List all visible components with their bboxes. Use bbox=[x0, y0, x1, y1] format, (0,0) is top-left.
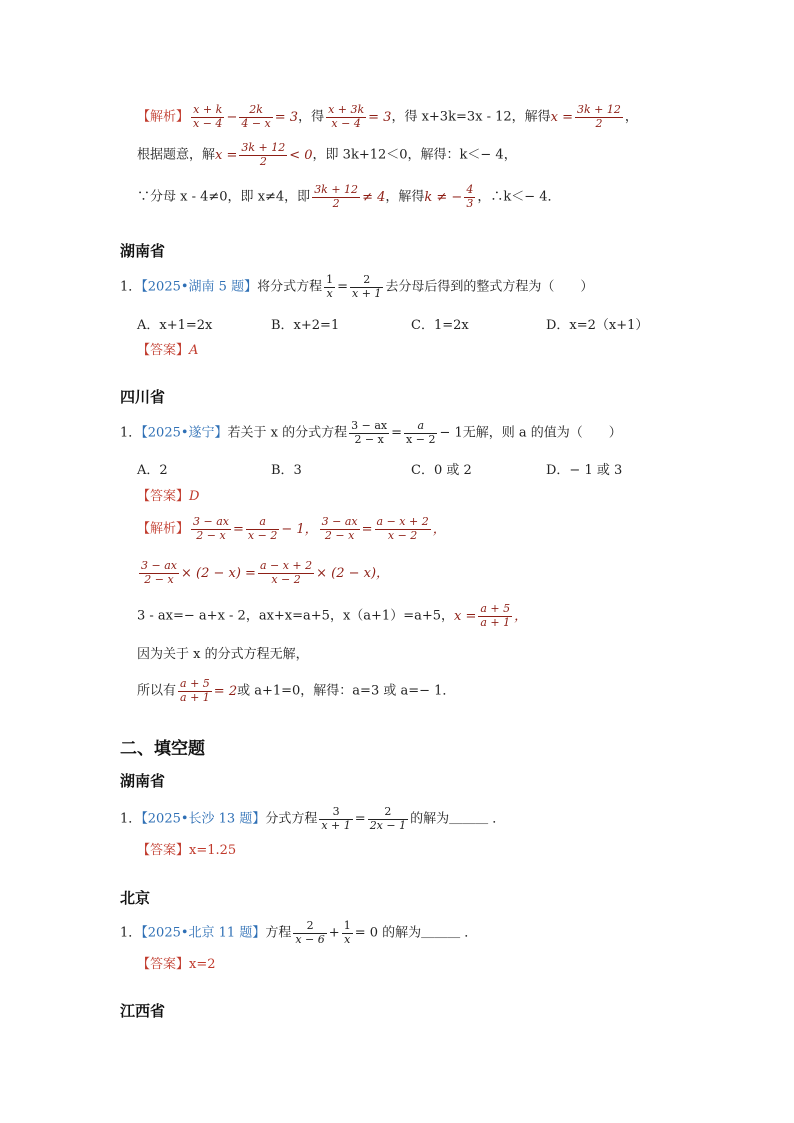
analysis-line-3: ∵分母 x - 4≠0，即 x≠4，即 $\frac{3k + 12}{2}$ ≠ 4，解得k ≠ − $\frac{4}{3}$ ，∴k＜− 4． bbox=[137, 183, 561, 210]
answer-suining: 【答案】D bbox=[137, 489, 200, 504]
question-source-tag: 【2025•长沙 13 题】 bbox=[141, 811, 266, 827]
option-b: B．x+2=1 bbox=[271, 318, 340, 333]
question-suining: 1．【2025•遂宁】若关于 x 的分式方程 $\frac{3 - ax}{2 - x}$ = $\frac{a}{x - 2}$ − 1无解，则 a 的值为（ ） bbox=[120, 419, 622, 446]
question-hunan-5: 1．【2025•湖南 5 题】将分式方程 $\frac{1}{x}$ = $\frac{2}{x + 1}$ 去分母后得到的整式方程为（ ） bbox=[120, 273, 594, 300]
analysis-suining-line-1: 【解析】 $\frac{3 - ax}{2 - x}$ = $\frac{a}{x - 2}$ − 1， $\frac{3 - ax}{2 - x}$ = $\frac{a - x + 2}{x - 2}$ ， bbox=[137, 515, 446, 542]
heading-hunan: 湖南省 bbox=[120, 242, 166, 260]
section-title-fill-blank: 二、填空题 bbox=[120, 739, 205, 759]
answer-beijing-11: 【答案】x=2 bbox=[137, 957, 216, 972]
analysis-suining-line-3: 3 - ax=− a+x - 2，ax+x=a+5，x（a+1）=a+5，x = $\frac{a + 5}{a + 1}$ ， bbox=[137, 602, 528, 629]
option-c: C．1=2x bbox=[411, 318, 469, 333]
heading-sichuan: 四川省 bbox=[120, 388, 166, 406]
analysis-line-2: 根据题意，解x = $\frac{3k + 12}{2}$ < 0，即 3k+12＜0，解得：k＜− 4， bbox=[137, 141, 517, 168]
analysis-label: 【解析】 bbox=[137, 109, 190, 125]
heading-beijing: 北京 bbox=[120, 889, 151, 907]
analysis-suining-line-5: 所以有 $\frac{a + 5}{a + 1}$ = 2或 a+1=0，解得：a=3 或 a=− 1． bbox=[137, 677, 456, 704]
answer-hunan-5: 【答案】A bbox=[137, 343, 199, 358]
analysis-line-1: 【解析】 $\frac{x + k}{x - 4}$ − $\frac{2k}{4 - x}$ = 3，得 $\frac{x + 3k}{x - 4}$ = 3，得 x+3k=3x - 12，解得x = $\frac{3k + 12}{2}$ ， bbox=[137, 103, 638, 130]
analysis-suining-line-2: $\frac{3 - ax}{2 - x}$ × (2 − x) = $\frac{a - x + 2}{x - 2}$ × (2 − x)， bbox=[141, 559, 390, 586]
option-a: A．2 bbox=[137, 463, 168, 478]
option-c: C．0 或 2 bbox=[411, 463, 472, 478]
question-source-tag: 【2025•北京 11 题】 bbox=[141, 925, 266, 941]
analysis-suining-line-4: 因为关于 x 的分式方程无解， bbox=[137, 647, 309, 662]
question-beijing-11: 1．【2025•北京 11 题】方程 $\frac{2}{x - 6}$ + $\frac{1}{x}$ = 0 的解为＿＿＿ ． bbox=[120, 919, 478, 946]
option-d: D．x=2（x+1） bbox=[546, 318, 649, 333]
question-source-tag: 【2025•湖南 5 题】 bbox=[141, 279, 258, 295]
question-source-tag: 【2025•遂宁】 bbox=[141, 425, 228, 441]
option-b: B．3 bbox=[271, 463, 302, 478]
option-a: A．x+1=2x bbox=[137, 318, 213, 333]
question-changsha-13: 1．【2025•长沙 13 题】分式方程 $\frac{3}{x + 1}$ = $\frac{2}{2x - 1}$ 的解为＿＿＿ ． bbox=[120, 805, 506, 832]
answer-changsha-13: 【答案】x=1.25 bbox=[137, 843, 237, 858]
option-d: D．− 1 或 3 bbox=[546, 463, 623, 478]
heading-jiangxi: 江西省 bbox=[120, 1002, 166, 1020]
heading-hunan-2: 湖南省 bbox=[120, 772, 166, 790]
